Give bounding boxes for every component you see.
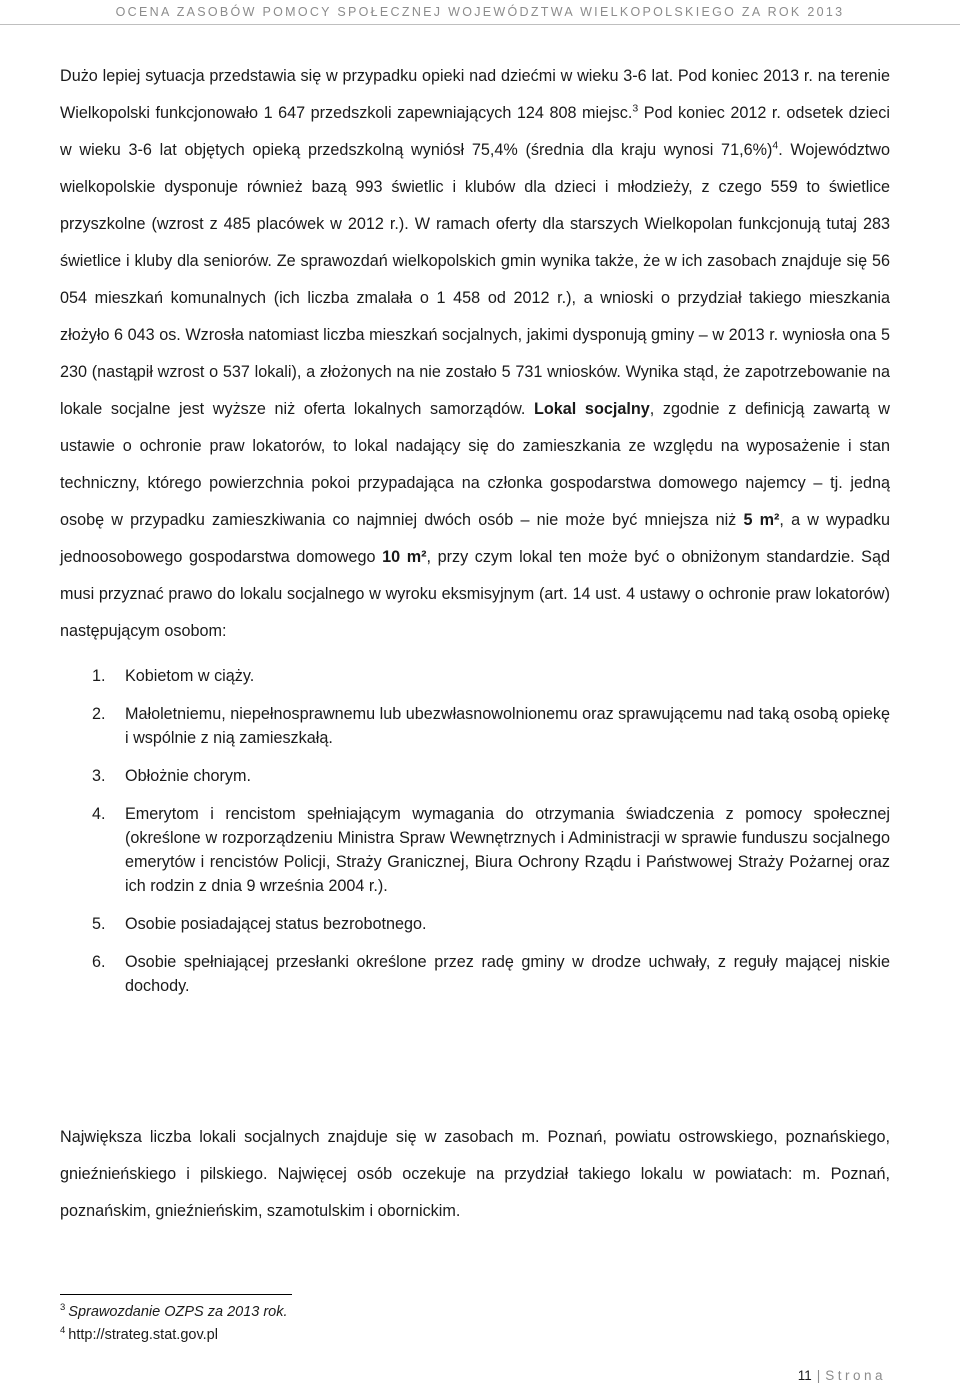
list-number: 5. xyxy=(92,915,106,933)
eligibility-list xyxy=(60,664,890,998)
list-number: 3. xyxy=(92,767,106,785)
list-number: 6. xyxy=(92,953,106,971)
paragraph-main xyxy=(60,58,890,650)
list-text: Kobietom w ciąży. xyxy=(125,667,255,685)
running-header xyxy=(0,0,960,25)
text-run: , zgodnie z definicją zawartą w ustawie o ochronie praw lokatorów, to lokal nadający się do zamieszkania ze względu na wyposażenie i stan techniczny, którego powierzchnia pokoi przypadająca na członka gospodarstwa domowego najemcy – tj. jedną osobę w przypadku zamieszkiwania co najmniej dwóch osób – nie może być mniejsza niż xyxy=(60,400,890,529)
page-number xyxy=(798,1368,886,1383)
text-run: . Województwo wielkopolskie dysponuje również bazą 993 świetlic i klubów dla dzieci i młodzieży, z czego 559 to świetlice przyszkolne (wzrost z 485 placówek w 2012 r.). W ramach oferty dla starszych Wielkopolan funkcjonują tutaj 283 świetlice i kluby dla seniorów. Ze sprawozdań wielkopolskich gmin wynika także, że w ich zasobach znajduje się 56 054 mieszkań komunalnych (ich liczba zmalała o 1 458 od 2012 r.), a wnioski o przydział takiego mieszkania złożyło 6 043 os. Wzrosła natomiast liczba mieszkań socjalnych, jakimi dysponują gminy – w 2013 r. wyniosła ona 5 230 (nastąpił wzrost o 537 lokali), a złożonych na nie zostało 5 731 wniosków. Wynika stąd, że zapotrzebowanie na lokale socjalne jest wyższe niż oferta lokalnych samorządów. xyxy=(60,141,890,418)
list-text: Emerytom i rencistom spełniającym wymagania do otrzymania świadczenia z pomocy społecznej (określone w rozporządzeniu Ministra Spraw Wewnętrznych i Administracji w sprawie funduszu socjalnego emerytów i rencistów Policji, Straży Granicznej, Biura Ochrony Rządu i Państwowej Straży Pożarnej oraz ich rodzin z dnia 9 września 2004 r.). xyxy=(125,805,890,895)
footnote-link[interactable]: http://strateg.stat.gov.pl xyxy=(68,1327,218,1343)
text-run: , a w wypadku jednoosobowego gospodarstwa domowego xyxy=(60,511,890,566)
list-text: Osobie spełniającej przesłanki określone przez radę gminy w drodze uchwały, z reguły mającej niskie dochody. xyxy=(125,953,890,995)
list-text: Osobie posiadającej status bezrobotnego. xyxy=(125,915,427,933)
list-text: Małoletniemu, niepełnosprawnemu lub ubezwłasnowolnionemu oraz sprawującemu nad taką osobą opiekę i wspólnie z nią zamieszkałą. xyxy=(125,705,890,747)
text-run: Pod koniec 2012 r. odsetek dzieci w wieku 3-6 lat objętych opieką przedszkolną wyniósł 75,4% (średnia dla kraju wynosi 71,6%) xyxy=(60,104,890,159)
list-number: 4. xyxy=(92,805,106,823)
text-run: Dużo lepiej sytuacja przedstawia się w przypadku opieki nad dziećmi w wieku 3-6 lat. Pod koniec 2013 r. na terenie Wielkopolski funkcjonowało 1 647 przedszkoli zapewniających 124 808 miejsc. xyxy=(60,67,890,122)
bold-area-5m: 5 m² xyxy=(743,511,780,529)
bold-area-10m: 10 m² xyxy=(382,548,427,566)
bold-term: Lokal socjalny xyxy=(534,400,650,418)
main-content xyxy=(60,58,890,1012)
footnote-ref-3[interactable]: 3 xyxy=(632,102,639,115)
list-item xyxy=(60,912,890,936)
list-item xyxy=(60,702,890,750)
footnote-number: 4 xyxy=(60,1325,66,1337)
page-number-value: 11 xyxy=(797,1368,812,1383)
footnotes xyxy=(60,1301,288,1347)
footnote-divider xyxy=(60,1294,292,1295)
list-text: Obłożnie chorym. xyxy=(125,767,251,785)
list-number: 1. xyxy=(92,667,106,685)
paragraph-summary: Największa liczba lokali socjalnych znajduje się w zasobach m. Poznań, powiatu ostrowskiego, poznańskiego, gnieźnieńskiego i pilskiego. Najwięcej osób oczekuje na przydział takiego lokalu w powiatach: m. Poznań, poznańskim, gnieźnieńskim, szamotulskim i obornickim. xyxy=(60,1128,890,1220)
text-run: , przy czym lokal ten może być o obniżonym standardzie. Sąd musi przyznać prawo do lokalu socjalnego w wyroku eksmisyjnym (art. 14 ust. 4 ustawy o ochronie praw lokatorów) następującym osobom: xyxy=(60,548,890,640)
running-header-title: OCENA ZASOBÓW POMOCY SPOŁECZNEJ WOJEWÓDZTWA WIELKOPOLSKIEGO ZA ROK 2013 xyxy=(115,5,845,19)
list-item xyxy=(60,764,890,788)
footnote-3 xyxy=(60,1301,288,1324)
footnote-4 xyxy=(60,1324,288,1347)
list-item xyxy=(60,802,890,898)
footnote-text: Sprawozdanie OZPS za 2013 rok. xyxy=(68,1304,288,1320)
list-item xyxy=(60,664,890,688)
page-separator: | xyxy=(816,1368,821,1383)
footnote-ref-4[interactable]: 4 xyxy=(772,139,779,152)
list-item xyxy=(60,950,890,998)
list-number: 2. xyxy=(92,705,106,723)
footnote-number: 3 xyxy=(60,1302,66,1314)
page-label: Strona xyxy=(825,1368,886,1383)
